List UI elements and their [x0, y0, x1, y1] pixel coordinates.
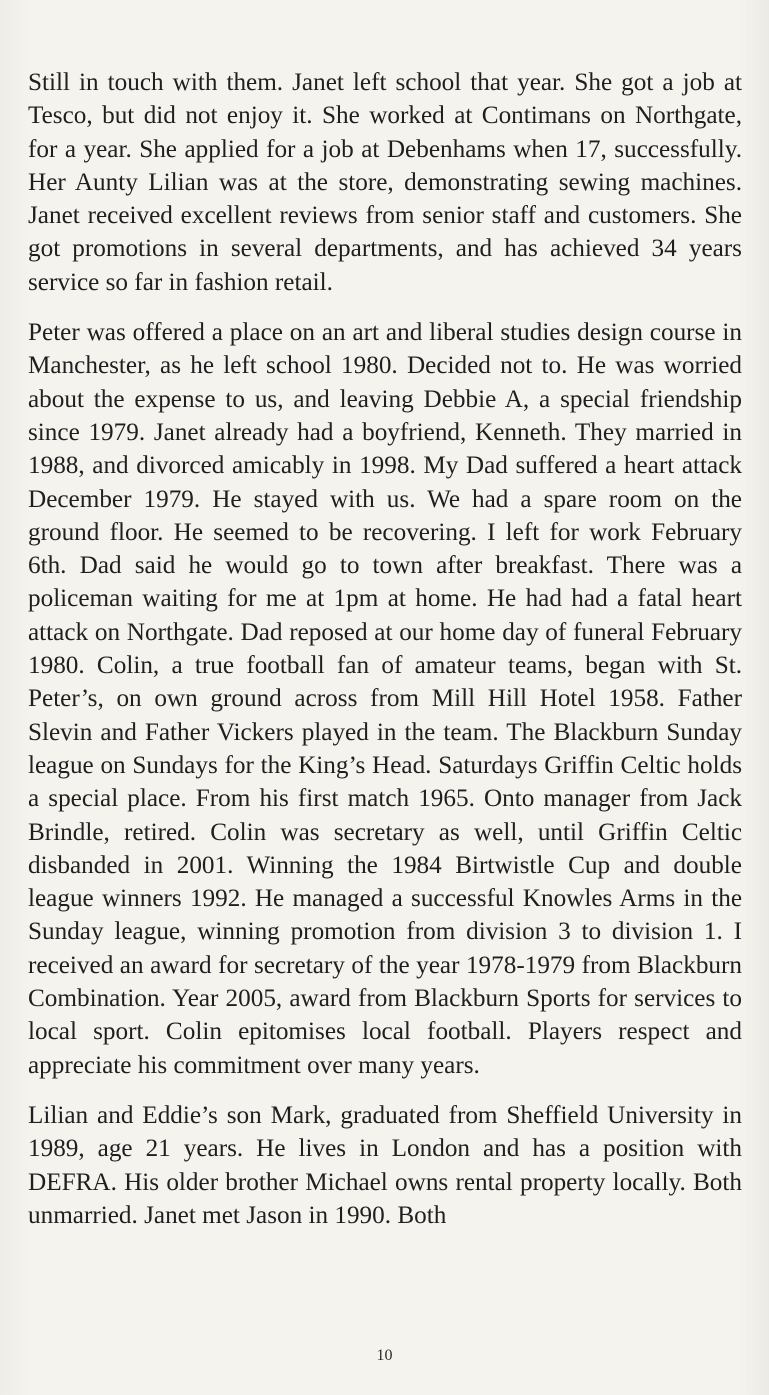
page-number: 10 [376, 1347, 393, 1364]
body-text [28, 66, 742, 1232]
paragraph-2: Peter was offered a place on an art and liberal studies design course in Manchester, as he left school 1980. Decided not to. He was worried about the expense to us, and leaving Debbie A, a special friendship since 1979. Janet already had a boyfriend, Kenneth. They married in 1988, and divorced amicably in 1998. My Dad suffered a heart attack December 1979. He stayed with us. We had a spare room on the ground floor. He seemed to be recovering. I left for work February 6th. Dad said he would go to town after breakfast. There was a policeman waiting for me at 1pm at home. He had had a fatal heart attack on Northgate. Dad reposed at our home day of funeral February 1980. Colin, a true football fan of amateur teams, began with St. Peter’s, on own ground across from Mill Hill Hotel 1958. Father Slevin and Father Vickers played in the team. The Blackburn Sunday league on Sundays for the King’s Head. Saturdays Griffin Celtic holds a special place. From his first match 1965. Onto manager from Jack Brindle, retired. Colin was secretary as well, until Griffin Celtic disbanded in 2001. Winning the 1984 Birtwistle Cup and double league winners 1992. He managed a successful Knowles Arms in the Sunday league, winning promotion from division 3 to division 1. I received an award for secretary of the year 1978-1979 from Blackburn Combination. Year 2005, award from Blackburn Sports for services to local sport. Colin epitomises local football. Players respect and appreciate his commitment over many years. [28, 319, 742, 1079]
paragraph-3: Lilian and Eddie’s son Mark, graduated from Sheffield University in 1989, age 21 years. He lives in London and has a position with DEFRA. His older brother Michael owns rental property locally. Both unmarried. Janet met Jason in 1990. Both [28, 1101, 742, 1229]
paragraph-1: Still in touch with them. Janet left school that year. She got a job at Tesco, but did not enjoy it. She worked at Contimans on Northgate, for a year. She applied for a job at Debenhams when 17, successfully. Her Aunty Lilian was at the store, demonstrating sewing machines. Janet received excellent reviews from senior staff and customers. She got promotions in several departments, and has achieved 34 years service so far in fashion retail. [28, 69, 742, 296]
